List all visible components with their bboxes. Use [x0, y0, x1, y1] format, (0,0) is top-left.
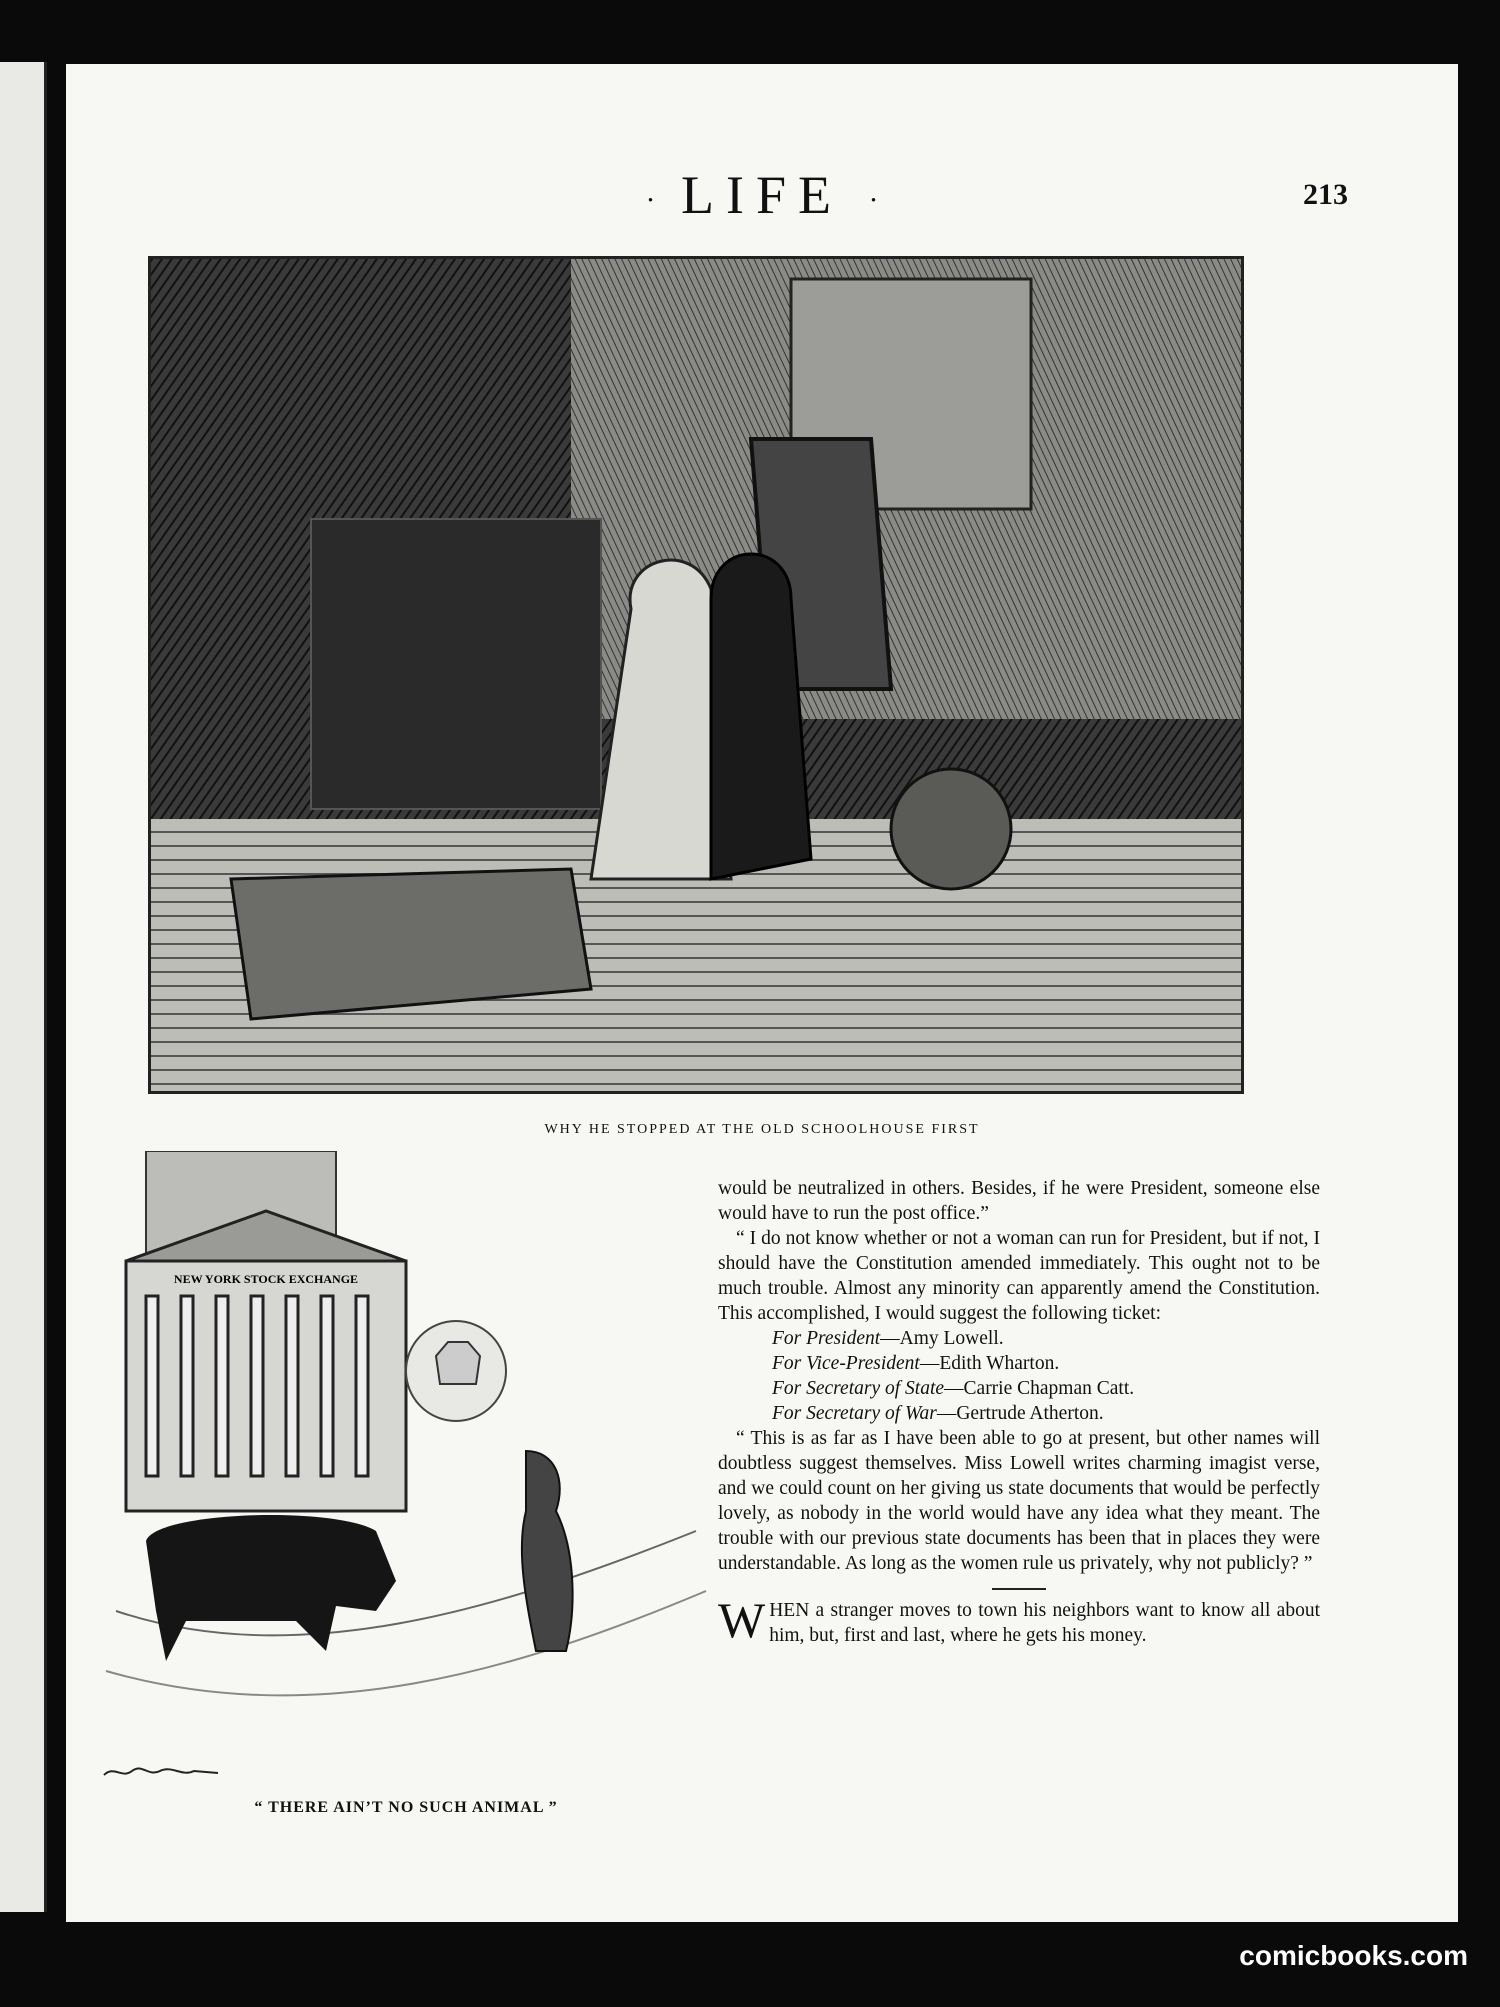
masthead-dot-right: · — [868, 183, 879, 217]
magazine-page — [66, 64, 1458, 1922]
masthead — [66, 165, 1458, 225]
article-paragraph-4: WHEN a stranger moves to town his neighbors want to know all about him, but, first and last, where he gets his money. — [718, 1592, 1320, 1648]
article-paragraph-1: would be neutralized in others. Besides, if he were President, someone else would have to run the post office.” — [718, 1178, 1320, 1224]
artist-signature — [102, 1761, 222, 1781]
exchange-sign: NEW YORK STOCK EXCHANGE — [173, 1272, 359, 1286]
basket — [891, 769, 1011, 889]
masthead-title: LIFE — [681, 165, 843, 225]
article-paragraph-2: “ I do not know whether or not a woman can run for President, but if not, I should have the Constitution amended immediately. This ought not to be much trouble. Almost any minority can apparently amend the Constitution. This accomplished, I would suggest the following ticket: — [718, 1228, 1320, 1324]
small-illustration-caption: “ THERE AIN’T NO SUCH ANIMAL ” — [254, 1799, 558, 1816]
section-divider — [992, 1588, 1046, 1590]
schoolhouse-illustration — [148, 256, 1244, 1094]
ticket-item: For Vice-President—Edith Wharton. — [772, 1353, 1060, 1374]
teacher-desk — [311, 519, 601, 809]
ticket-item: For Secretary of State—Carrie Chapman Catt. — [772, 1378, 1135, 1399]
lamb-figure — [436, 1342, 480, 1384]
page-number: 213 — [1303, 178, 1348, 211]
stock-exchange-illustration — [96, 1151, 716, 1781]
ticket-item: For Secretary of War—Gertrude Atherton. — [772, 1403, 1104, 1424]
watermark: comicbooks.com — [1239, 1940, 1468, 1971]
ticket-item: For President—Amy Lowell. — [772, 1328, 1004, 1349]
article-column — [718, 1176, 1320, 1648]
ticket-list — [718, 1326, 1320, 1426]
facing-page-edge — [0, 62, 47, 1912]
article-paragraph-3: “ This is as far as I have been able to go at present, but other names will doubtless suggest themselves. Miss Lowell writes charming imagist verse, and we could count on her giving us state documents that would be perfectly lovely, as nobody in the world would have any idea what they meant. The trouble with our previous state documents has been that in places they were understandable. As long as the women rule us privately, why not publicly? ” — [718, 1428, 1320, 1574]
main-illustration-caption: WHY HE STOPPED AT THE OLD SCHOOLHOUSE FIRST — [544, 1122, 980, 1137]
masthead-dot-left: · — [645, 183, 656, 217]
drop-cap: W — [718, 1592, 766, 1648]
